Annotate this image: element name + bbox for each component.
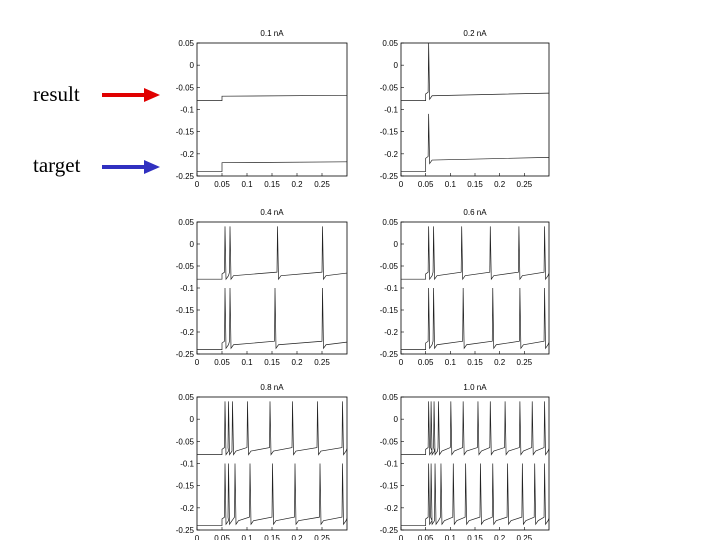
y-tick-label: 0 (189, 415, 194, 425)
x-tick-label: 0 (398, 534, 404, 540)
x-tick-label: 0.2 (291, 358, 303, 367)
y-tick-label: -0.15 (379, 481, 398, 491)
y-tick-label: -0.25 (175, 350, 194, 359)
y-tick-label: 0 (393, 415, 398, 425)
y-tick-label: -0.15 (379, 306, 398, 315)
plot-area (197, 222, 347, 354)
y-tick-label: -0.05 (175, 83, 194, 93)
y-tick-label: -0.05 (379, 262, 398, 271)
chart-title: 1.0 nA (463, 383, 487, 392)
chart-title: 0.6 nA (463, 208, 487, 217)
legend-result-label: result (33, 82, 80, 106)
x-tick-label: 0.25 (516, 534, 533, 540)
y-tick-label: -0.1 (180, 284, 194, 293)
x-tick-label: 0.15 (467, 358, 483, 367)
y-tick-label: 0.05 (382, 218, 398, 227)
x-tick-label: 0.05 (214, 180, 230, 189)
chart-title: 0.1 nA (260, 29, 284, 38)
x-tick-label: 0.1 (444, 358, 456, 367)
x-tick-label: 0 (194, 358, 200, 367)
x-tick-label: 0.15 (264, 180, 280, 189)
chart-title: 0.4 nA (260, 208, 284, 217)
x-tick-label: 0.15 (264, 358, 280, 367)
y-tick-label: 0.05 (382, 393, 398, 402)
x-tick-label: 0.25 (314, 534, 330, 540)
y-tick-label: 0 (393, 61, 398, 71)
chart-panel-4 (380, 208, 549, 367)
y-tick-label: -0.15 (175, 306, 194, 315)
x-tick-label: 0.2 (494, 180, 506, 189)
chart-panel-3 (176, 208, 347, 367)
x-tick-label: 0 (398, 358, 404, 367)
plot-area (401, 43, 549, 176)
plot-area (401, 222, 549, 354)
x-tick-label: 0.15 (467, 180, 483, 189)
chart-title: 0.2 nA (463, 29, 487, 38)
x-tick-label: 0.1 (444, 534, 456, 540)
x-tick-label: 0.1 (241, 180, 253, 189)
x-tick-label: 0 (398, 180, 404, 189)
y-tick-label: -0.1 (384, 105, 398, 115)
x-tick-label: 0.25 (516, 358, 533, 367)
y-tick-label: 0.05 (178, 39, 194, 48)
y-tick-label: 0.05 (178, 218, 194, 227)
y-tick-label: -0.2 (180, 328, 194, 337)
x-tick-label: 0 (194, 534, 200, 540)
y-tick-label: 0.05 (382, 39, 398, 48)
plot-area (401, 397, 549, 530)
chart-panel-2 (380, 29, 549, 189)
y-tick-label: -0.2 (180, 503, 194, 513)
x-tick-label: 0.25 (314, 358, 330, 367)
y-tick-label: -0.2 (180, 149, 194, 159)
y-tick-label: 0 (393, 240, 398, 249)
y-tick-label: -0.2 (384, 328, 398, 337)
x-tick-label: 0.05 (417, 180, 434, 189)
y-tick-label: -0.1 (384, 284, 398, 293)
y-tick-label: -0.25 (379, 350, 398, 359)
y-tick-label: -0.25 (175, 526, 194, 535)
y-tick-label: -0.05 (379, 437, 398, 447)
legend-target-label: target (33, 153, 81, 177)
x-tick-label: 0 (194, 180, 200, 189)
chart-title: 0.8 nA (260, 383, 284, 392)
x-tick-label: 0.1 (241, 534, 253, 540)
y-tick-label: 0 (189, 61, 194, 71)
x-tick-label: 0.15 (467, 534, 483, 540)
x-tick-label: 0.2 (291, 180, 303, 189)
y-tick-label: 0 (189, 240, 194, 249)
y-tick-label: -0.1 (384, 459, 398, 469)
y-tick-label: -0.05 (175, 262, 194, 271)
y-tick-label: -0.05 (379, 83, 398, 93)
x-tick-label: 0.2 (494, 534, 506, 540)
chart-panel-1 (176, 29, 347, 189)
y-tick-label: -0.1 (180, 105, 194, 115)
x-tick-label: 0.05 (417, 534, 434, 540)
plot-area (197, 43, 347, 176)
chart-panel-6 (380, 383, 549, 540)
x-tick-label: 0.05 (214, 534, 230, 540)
x-tick-label: 0.1 (241, 358, 253, 367)
y-tick-label: -0.05 (175, 437, 194, 447)
x-tick-label: 0.2 (291, 534, 303, 540)
x-tick-label: 0.1 (444, 180, 456, 189)
x-tick-label: 0.25 (314, 180, 330, 189)
x-tick-label: 0.05 (417, 358, 434, 367)
y-tick-label: -0.15 (379, 127, 398, 137)
x-tick-label: 0.2 (494, 358, 506, 367)
y-tick-label: -0.15 (175, 481, 194, 491)
y-tick-label: -0.25 (175, 172, 194, 181)
y-tick-label: -0.25 (379, 172, 398, 181)
y-tick-label: 0.05 (178, 393, 194, 402)
y-tick-label: -0.15 (175, 127, 194, 137)
y-tick-label: -0.25 (379, 526, 398, 535)
x-tick-label: 0.25 (516, 180, 533, 189)
chart-panel-5 (176, 383, 347, 540)
x-tick-label: 0.05 (214, 358, 230, 367)
y-tick-label: -0.2 (384, 503, 398, 513)
y-tick-label: -0.1 (180, 459, 194, 469)
y-tick-label: -0.2 (384, 149, 398, 159)
x-tick-label: 0.15 (264, 534, 280, 540)
